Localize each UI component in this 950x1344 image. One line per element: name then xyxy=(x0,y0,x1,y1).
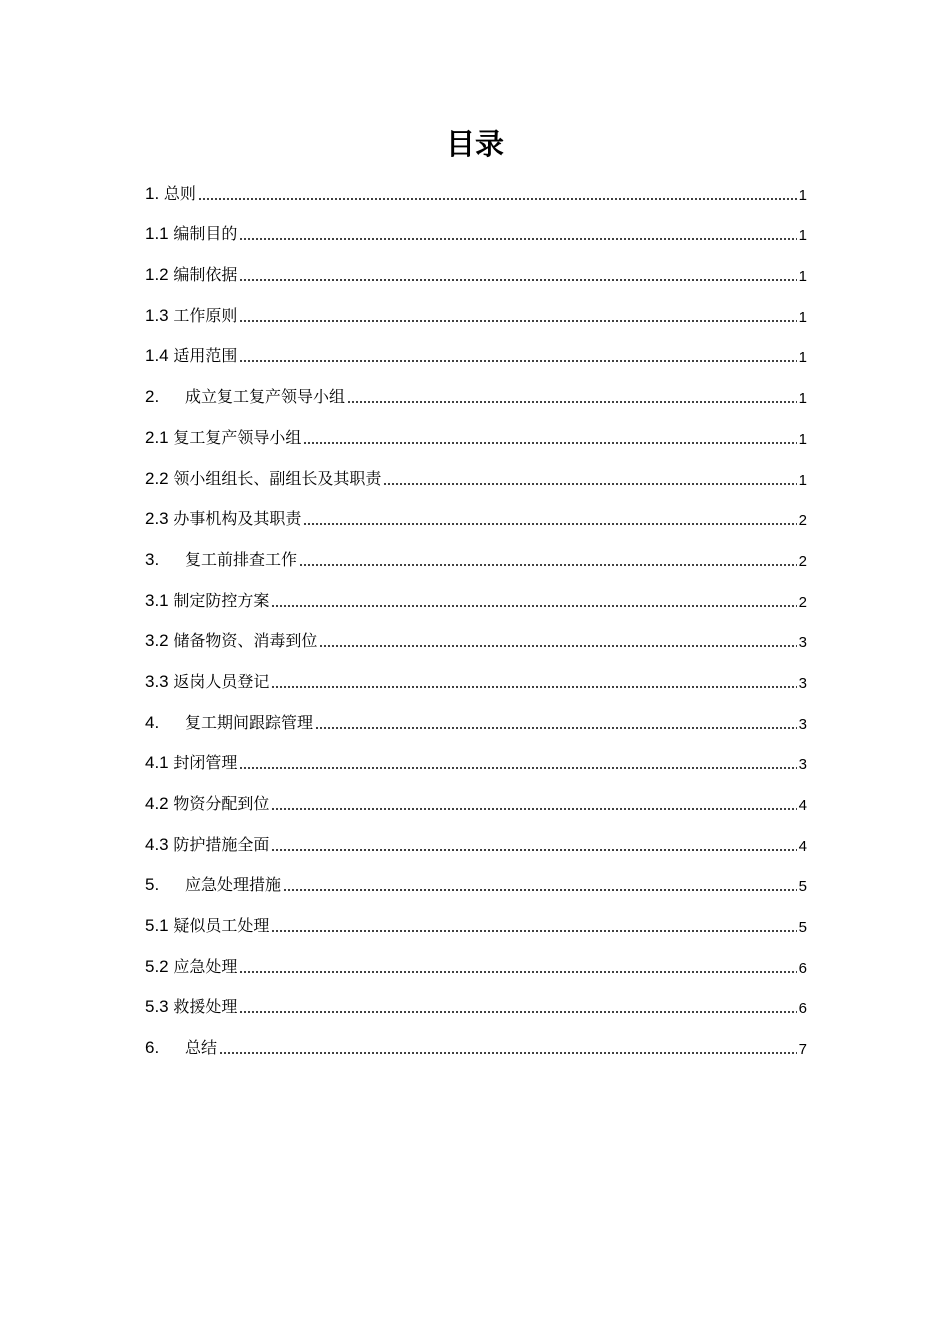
toc-entry-label: 编制目的 xyxy=(173,224,238,244)
dot-leader xyxy=(239,279,796,281)
toc-entry[interactable] xyxy=(145,864,807,905)
table-of-contents xyxy=(145,172,807,1067)
dot-leader xyxy=(239,320,796,322)
toc-entry-page-number: 4 xyxy=(798,797,807,814)
toc-entry-page-number: 1 xyxy=(798,186,807,204)
page-title: 目录 xyxy=(445,127,504,161)
toc-entry-label: 疑似员工处理 xyxy=(173,916,270,936)
toc-entry-label: 复工复产领导小组 xyxy=(173,427,302,447)
toc-entry[interactable] xyxy=(145,579,807,620)
toc-entry[interactable] xyxy=(145,375,807,416)
toc-entry-label: 应急处理 xyxy=(173,956,238,976)
toc-entry[interactable] xyxy=(145,620,807,661)
toc-entry[interactable] xyxy=(145,945,807,986)
dot-leader xyxy=(239,971,796,973)
toc-entry-label: 办事机构及其职责 xyxy=(173,509,302,529)
toc-entry[interactable] xyxy=(145,416,807,457)
toc-entry-page-number: 2 xyxy=(798,512,807,530)
toc-entry[interactable] xyxy=(145,498,807,539)
toc-entry-page-number: 5 xyxy=(798,919,807,937)
dot-leader xyxy=(198,198,797,200)
toc-entry-number: 4.3 xyxy=(145,834,174,854)
toc-entry-page-number: 6 xyxy=(798,959,807,977)
dot-leader xyxy=(299,564,797,566)
dot-leader xyxy=(239,360,796,362)
toc-entry[interactable] xyxy=(145,538,807,579)
toc-entry-label: 成立复工复产领导小组 xyxy=(185,387,346,407)
toc-entry-label: 防护措施全面 xyxy=(173,834,270,854)
dot-leader xyxy=(303,442,796,444)
toc-entry-number: 1.1 xyxy=(145,224,174,244)
dot-leader xyxy=(271,686,796,688)
dot-leader xyxy=(283,889,797,891)
toc-entry-page-number: 1 xyxy=(798,227,807,245)
dot-leader xyxy=(319,645,796,647)
toc-entry-label: 救援处理 xyxy=(173,997,238,1017)
toc-entry-label: 制定防控方案 xyxy=(173,590,270,610)
toc-entry-label: 封闭管理 xyxy=(173,753,238,773)
toc-entry[interactable] xyxy=(145,335,807,376)
toc-entry-number: 1.2 xyxy=(145,265,174,285)
dot-leader xyxy=(239,238,796,240)
toc-entry-page-number: 3 xyxy=(798,756,807,774)
toc-entry-page-number: 3 xyxy=(798,715,807,733)
toc-entry-number: 3.2 xyxy=(145,631,174,651)
toc-entry-label: 物资分配到位 xyxy=(173,794,270,813)
dot-leader xyxy=(271,849,796,851)
toc-entry-label: 工作原则 xyxy=(173,305,238,325)
toc-entry-number: 2.3 xyxy=(145,509,174,529)
toc-entry-label: 适用范围 xyxy=(173,346,238,366)
toc-entry-number: 2.1 xyxy=(145,427,174,447)
toc-entry-number: 3.1 xyxy=(145,590,174,610)
toc-entry-page-number: 6 xyxy=(798,1000,807,1018)
toc-entry-page-number: 1 xyxy=(798,349,807,367)
toc-entry[interactable] xyxy=(145,457,807,498)
toc-entry-page-number: 2 xyxy=(798,552,807,570)
toc-entry-page-number: 3 xyxy=(798,674,807,692)
toc-entry-page-number: 2 xyxy=(798,593,807,611)
toc-entry-number: 2. xyxy=(145,387,160,407)
toc-entry-label: 总结 xyxy=(185,1038,218,1058)
toc-entry-page-number: 1 xyxy=(798,308,807,326)
toc-entry-number: 5.3 xyxy=(145,997,174,1017)
dot-leader xyxy=(303,523,796,525)
dot-leader xyxy=(271,808,796,810)
dot-leader xyxy=(271,930,796,932)
toc-entry-page-number: 7 xyxy=(798,1041,807,1059)
toc-entry[interactable] xyxy=(145,986,807,1027)
dot-leader xyxy=(239,1011,796,1013)
toc-entry-label: 复工期间跟踪管理 xyxy=(185,712,314,732)
toc-entry-number: 5.2 xyxy=(145,956,174,976)
toc-entry[interactable] xyxy=(145,701,807,742)
toc-entry-label: 应急处理措施 xyxy=(185,875,282,895)
dot-leader xyxy=(383,483,796,485)
toc-entry-label: 编制依据 xyxy=(173,265,238,285)
toc-entry-label: 储备物资、消毒到位 xyxy=(173,631,318,651)
toc-entry-label: 领小组组长、副组长及其职责 xyxy=(173,468,382,488)
toc-entry-page-number: 1 xyxy=(798,268,807,286)
toc-entry[interactable] xyxy=(145,253,807,294)
toc-entry-number: 6. xyxy=(145,1038,160,1058)
dot-leader xyxy=(347,401,797,403)
toc-entry-number: 5. xyxy=(145,875,160,895)
toc-entry-label: 复工前排查工作 xyxy=(185,549,298,569)
toc-entry-number: 3. xyxy=(145,549,160,569)
toc-entry-number: 3.3 xyxy=(145,671,174,691)
toc-entry[interactable] xyxy=(145,1026,807,1067)
toc-entry-page-number: 1 xyxy=(798,430,807,448)
dot-leader xyxy=(239,767,796,769)
dot-leader xyxy=(315,727,797,729)
toc-entry-page-number: 4 xyxy=(798,837,807,855)
toc-entry[interactable] xyxy=(145,742,807,783)
toc-entry-number: 2.2 xyxy=(145,468,174,488)
toc-entry-page-number: 3 xyxy=(798,634,807,652)
dot-leader xyxy=(219,1052,797,1054)
toc-entry-page-number: 1 xyxy=(798,390,807,408)
dot-leader xyxy=(271,605,796,607)
toc-entry-number: 1. xyxy=(145,183,164,203)
toc-entry[interactable] xyxy=(145,172,807,213)
toc-entry[interactable] xyxy=(145,782,807,823)
toc-entry-label: 总则 xyxy=(163,183,196,203)
toc-entry-number: 4. xyxy=(145,712,160,732)
toc-entry-number: 5.1 xyxy=(145,916,174,936)
toc-entry-page-number: 1 xyxy=(798,471,807,489)
toc-entry[interactable] xyxy=(145,213,807,254)
toc-entry-label: 返岗人员登记 xyxy=(173,671,270,691)
toc-entry-number: 1.4 xyxy=(145,346,174,366)
toc-entry[interactable] xyxy=(145,823,807,864)
toc-entry[interactable] xyxy=(145,904,807,945)
toc-entry[interactable] xyxy=(145,660,807,701)
toc-entry[interactable] xyxy=(145,294,807,335)
toc-entry-number: 1.3 xyxy=(145,305,174,325)
toc-entry-page-number: 5 xyxy=(798,878,807,896)
toc-entry-number: 4.1 xyxy=(145,753,174,773)
toc-entry-number: 4.2 xyxy=(145,794,174,813)
